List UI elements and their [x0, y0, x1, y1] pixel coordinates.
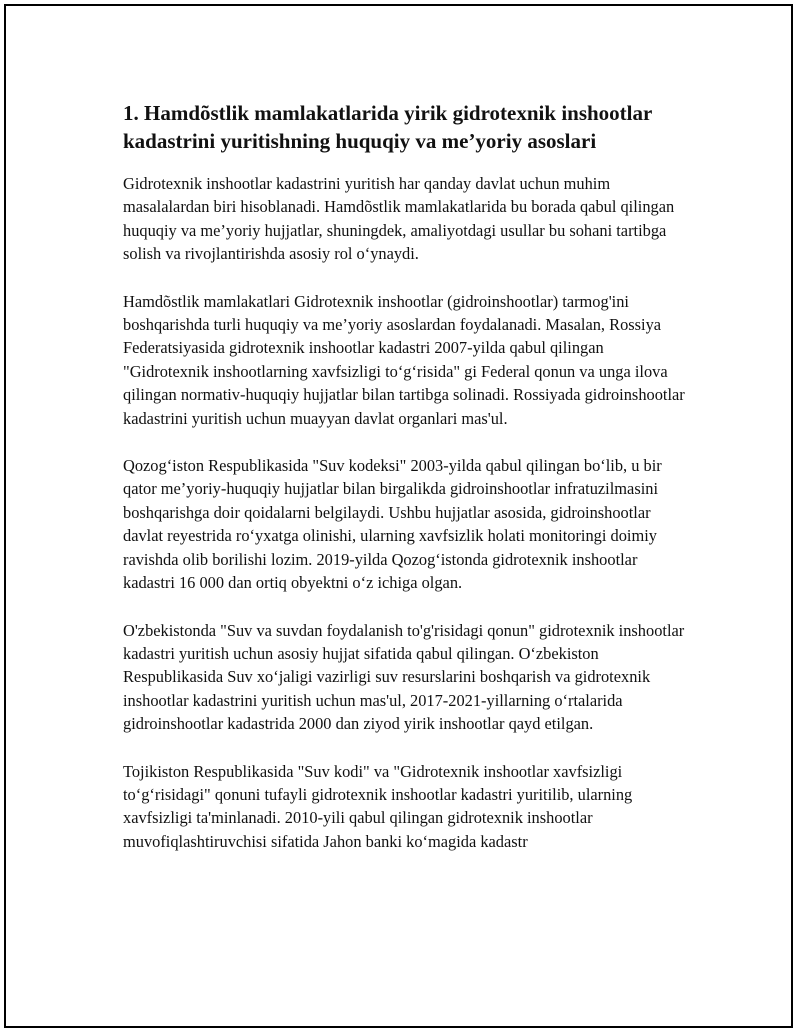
paragraph-russia: Hamdõstlik mamlakatlari Gidrotexnik inshootlar (gidroinshootlar) tarmog'ini boshqarishda turli huquqiy va me’yoriy asoslardan foydalanadi. Masalan, Rossiya Federatsiyasida gidrotexnik inshootlar kadastri 2007-yilda qabul qilingan "Gidrotexnik inshootlarning xavfsizligi to‘g‘risida" gi Federal qonun va unga ilova qilingan normativ-huquqiy hujjatlar bilan tartibga solinadi. Rossiyada gidroinshootlar kadastrini yuritish uchun muayyan davlat organlari mas'ul.	[123, 291, 685, 428]
paragraph-intro: Gidrotexnik inshootlar kadastrini yuritish har qanday davlat uchun muhim masalalardan biri hisoblanadi. Hamdõstlik mamlakatlarida bu borada qabul qilingan huquqiy va me’yoriy hujjatlar, shuningdek, amaliyotdagi usullar bu sohani tartibga solish va rivojlantirishda asosiy rol o‘ynaydi.	[123, 174, 675, 264]
paragraph-kazakhstan: Qozog‘iston Respublikasida "Suv kodeksi" 2003-yilda qabul qilingan bo‘lib, u bir qator me’yoriy-huquqiy hujjatlar bilan birgalikda gidroinshootlar infratuzilmasini boshqarishga doir qoidalarni belgilaydi. Ushbu hujjatlar asosida, gidroinshootlar davlat reyestrida ro‘yxatga olinishi, ularning xavfsizlik holati monitoringi doimiy ravishda olib borilishi lozim. 2019-yilda Qozog‘istonda gidrotexnik inshootlar kadastri 16 000 dan ortiq obyektni o‘z ichiga olgan.	[123, 456, 662, 593]
page-frame	[4, 4, 793, 1028]
document-body	[123, 99, 693, 877]
paragraph-uzbekistan: O'zbekistonda "Suv va suvdan foydalanish to'g'risidagi qonun" gidrotexnik inshootlar kadastri yuritish uchun asosiy hujjat sifatida qabul qilingan. O‘zbekiston Respublikasida Suv xo‘jaligi vazirligi suv resurslarini boshqarish va gidrotexnik inshootlar kadastrini yuritish uchun mas'ul, 2017-2021-yillarning o‘rtalarida gidroinshootlar kadastrida 2000 dan ziyod yirik inshootlar qayd etilgan.	[123, 620, 685, 734]
section-heading: 1. Hamdõstlik mamlakatlarida yirik gidrotexnik inshootlar kadastrini yuritishning huquqiy va me’yoriy asoslari	[123, 101, 652, 153]
paragraph-tajikistan: Tojikiston Respublikasida "Suv kodi" va "Gidrotexnik inshootlar xavfsizligi to‘g‘risidagi" qonuni tufayli gidrotexnik inshootlar kadastri yuritilib, ularning xavfsizligi ta'minlanadi. 2010-yili qabul qilingan gidrotexnik inshootlar muvofiqlashtiruvchisi sifatida Jahon banki ko‘magida kadastr	[123, 761, 633, 851]
